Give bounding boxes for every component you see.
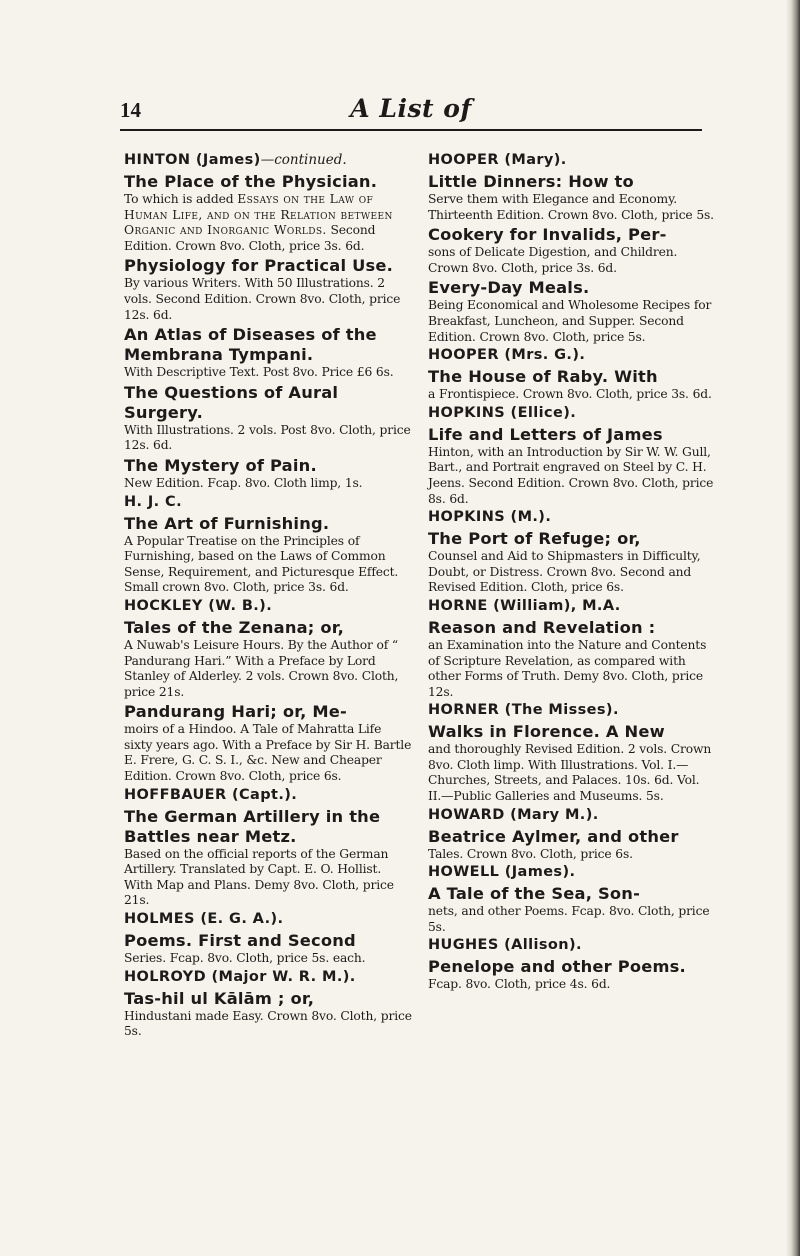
description-text: Serve them with Elegance and Economy. Thirteenth Edition. Crown 8vo. Cloth, price 5s. bbox=[428, 192, 714, 222]
book-title: Reason and Revelation : bbox=[428, 617, 656, 637]
book-title: Pandurang Hari; or, Me- bbox=[124, 702, 347, 722]
page-header bbox=[120, 94, 702, 134]
author-heading bbox=[124, 786, 412, 805]
book-title: The German Artillery in the Battles near Metz. bbox=[124, 806, 381, 846]
book-description bbox=[124, 847, 412, 909]
book-description bbox=[428, 192, 716, 223]
author-heading bbox=[428, 508, 716, 527]
author-name: HOCKLEY (W. B.). bbox=[124, 597, 273, 614]
book-title: Walks in Florence. A New bbox=[428, 722, 665, 742]
book-title: Poems. First and Second bbox=[124, 931, 356, 951]
author-heading bbox=[124, 493, 412, 512]
author-heading bbox=[428, 701, 716, 720]
book-title: Tales of the Zenana; or, bbox=[124, 617, 344, 637]
author-heading bbox=[124, 968, 412, 987]
book-description bbox=[428, 245, 716, 276]
book-description bbox=[124, 365, 412, 381]
author-heading bbox=[428, 936, 716, 955]
book-description bbox=[124, 1009, 412, 1040]
author-heading bbox=[124, 910, 412, 929]
right-column bbox=[428, 150, 716, 993]
description-text: sons of Delicate Digestion, and Children. Crown 8vo. Cloth, price 3s. 6d. bbox=[428, 245, 678, 275]
author-heading bbox=[124, 597, 412, 616]
book-description bbox=[124, 423, 412, 454]
author-heading bbox=[428, 346, 716, 365]
description-text: Being Economical and Wholesome Recipes for Breakfast, Luncheon, and Supper. Second Edition. Crown 8vo. Cloth, price 5s. bbox=[428, 298, 712, 344]
continued-note: —continued. bbox=[260, 152, 347, 168]
book-title: The Questions of Aural Surgery. bbox=[124, 382, 339, 422]
book-description bbox=[124, 534, 412, 596]
author-name: HINTON (James) bbox=[124, 152, 261, 168]
book-description bbox=[428, 298, 716, 345]
description-text: With Illustrations. 2 vols. Post 8vo. Cloth, price 12s. 6d. bbox=[124, 422, 411, 453]
description-text: Series. Fcap. 8vo. Cloth, price 5s. each. bbox=[124, 951, 366, 966]
description-text: Second Edition. Crown 8vo. Cloth, price 3s. 6d. bbox=[124, 223, 376, 253]
author-name: HOPKINS (M.). bbox=[428, 509, 552, 526]
description-text: a Frontispiece. Crown 8vo. Cloth, price 3s. 6d. bbox=[428, 387, 712, 402]
description-text: New Edition. Fcap. 8vo. Cloth limp, 1s. bbox=[124, 475, 363, 490]
book-title: The House of Raby. With bbox=[428, 367, 658, 387]
description-smallcaps: Essays on the Law of Human Life, and on the Relation between Organic and Inorganic Worlds. bbox=[124, 192, 393, 238]
book-title: The Mystery of Pain. bbox=[124, 455, 317, 475]
author-name: HOLROYD (Major W. R. M.). bbox=[124, 968, 356, 985]
author-name: HOWELL (James). bbox=[428, 864, 576, 881]
description-text: Fcap. 8vo. Cloth, price 4s. 6d. bbox=[428, 977, 611, 992]
author-heading bbox=[124, 151, 412, 170]
book-title: Penelope and other Poems. bbox=[428, 957, 686, 977]
description-text: With Descriptive Text. Post 8vo. Price £6 6s. bbox=[124, 365, 394, 380]
book-title: Life and Letters of James bbox=[428, 424, 663, 444]
description-text: Hinton, with an Introduction by Sir W. W. Gull, Bart., and Portrait engraved on Steel by C. H. Jeens. Second Edition. Crown 8vo. Cloth, price 8s. 6d. bbox=[428, 444, 714, 506]
book-description bbox=[124, 951, 412, 967]
description-text: A Popular Treatise on the Principles of Furnishing, based on the Laws of Common Sense, Requirement, and Picturesque Effect. Small crown 8vo. Cloth, price 3s. 6d. bbox=[124, 533, 399, 595]
book-title: Every-Day Meals. bbox=[428, 278, 590, 298]
author-heading bbox=[428, 806, 716, 825]
book-description bbox=[124, 638, 412, 700]
author-heading bbox=[428, 404, 716, 423]
author-heading bbox=[428, 151, 716, 170]
book-title: Physiology for Practical Use. bbox=[124, 256, 394, 276]
author-name: H. J. C. bbox=[124, 493, 182, 510]
author-name: HUGHES (Allison). bbox=[428, 937, 582, 954]
book-title: Tas-hil ul Kālām ; or, bbox=[124, 988, 315, 1008]
header-rule bbox=[120, 129, 702, 131]
author-heading bbox=[428, 597, 716, 616]
author-name: HOWARD (Mary M.). bbox=[428, 806, 599, 823]
book-description bbox=[428, 445, 716, 507]
description-text: A Nuwab's Leisure Hours. By the Author of “ Pandurang Hari.” With a Preface by Lord Stanley of Alderley. 2 vols. Crown 8vo. Cloth, price 21s. bbox=[124, 637, 399, 699]
description-text: By various Writers. With 50 Illustrations. 2 vols. Second Edition. Crown 8vo. Cloth, price 12s. 6d. bbox=[124, 276, 401, 322]
book-title: The Art of Furnishing. bbox=[124, 513, 330, 533]
author-heading bbox=[428, 863, 716, 882]
book-description bbox=[428, 904, 716, 935]
description-text: Tales. Crown 8vo. Cloth, price 6s. bbox=[428, 846, 633, 861]
description-text: and thoroughly Revised Edition. 2 vols. Crown 8vo. Cloth limp. With Illustrations. Vol. I.—Churches, Streets, and Palaces. 10s. 6d. Vol. II.—Public Galleries and Museums. 5s. bbox=[428, 742, 712, 804]
description-text: an Examination into the Nature and Contents of Scripture Revelation, as compared with other Forms of Truth. Demy 8vo. Cloth, price 12s. bbox=[428, 637, 707, 699]
description-text: moirs of a Hindoo. A Tale of Mahratta Life sixty years ago. With a Preface by Sir H. Bartle E. Frere, G. C. S. I., &c. New and Cheaper Edition. Crown 8vo. Cloth, price 6s. bbox=[124, 722, 412, 784]
book-description bbox=[428, 977, 716, 993]
book-description bbox=[428, 638, 716, 700]
book-description bbox=[428, 549, 716, 596]
author-name: HOFFBAUER (Capt.). bbox=[124, 786, 298, 803]
book-title: A Tale of the Sea, Son- bbox=[428, 884, 641, 904]
left-column bbox=[124, 150, 412, 1040]
description-text: Hindustani made Easy. Crown 8vo. Cloth, price 5s. bbox=[124, 1008, 412, 1039]
book-title: Little Dinners: How to bbox=[428, 172, 634, 191]
author-name: HOOPER (Mary). bbox=[428, 152, 567, 168]
book-title: The Port of Refuge; or, bbox=[428, 529, 641, 549]
book-description bbox=[124, 192, 412, 254]
book-description bbox=[428, 742, 716, 804]
book-title: Cookery for Invalids, Per- bbox=[428, 225, 667, 245]
author-name: HOPKINS (Ellice). bbox=[428, 404, 577, 421]
author-name: HOLMES (E. G. A.). bbox=[124, 911, 284, 928]
book-description bbox=[124, 476, 412, 492]
book-title: An Atlas of Diseases of the Membrana Tympani. bbox=[124, 325, 377, 365]
author-name: HOOPER (Mrs. G.). bbox=[428, 347, 586, 364]
description-lead: To which is added bbox=[124, 192, 238, 206]
book-description bbox=[428, 387, 716, 403]
description-text: Counsel and Aid to Shipmasters in Difficulty, Doubt, or Distress. Crown 8vo. Second and Revised Edition. Cloth, price 6s. bbox=[428, 549, 701, 595]
page-edge-shadow bbox=[786, 0, 800, 1256]
description-text: Based on the official reports of the German Artillery. Translated by Capt. E. O. Hollist. With Map and Plans. Demy 8vo. Cloth, price 21s. bbox=[124, 846, 394, 908]
book-title: The Place of the Physician. bbox=[124, 172, 378, 191]
book-description bbox=[428, 847, 716, 863]
book-title: Beatrice Aylmer, and other bbox=[428, 826, 679, 846]
description-text: nets, and other Poems. Fcap. 8vo. Cloth, price 5s. bbox=[428, 904, 710, 934]
running-title: A List of bbox=[350, 94, 472, 123]
author-name: HORNE (William), M.A. bbox=[428, 597, 621, 614]
book-description bbox=[124, 722, 412, 784]
book-description bbox=[124, 276, 412, 323]
author-name: HORNER (The Misses). bbox=[428, 702, 619, 719]
page-number: 14 bbox=[120, 98, 141, 122]
